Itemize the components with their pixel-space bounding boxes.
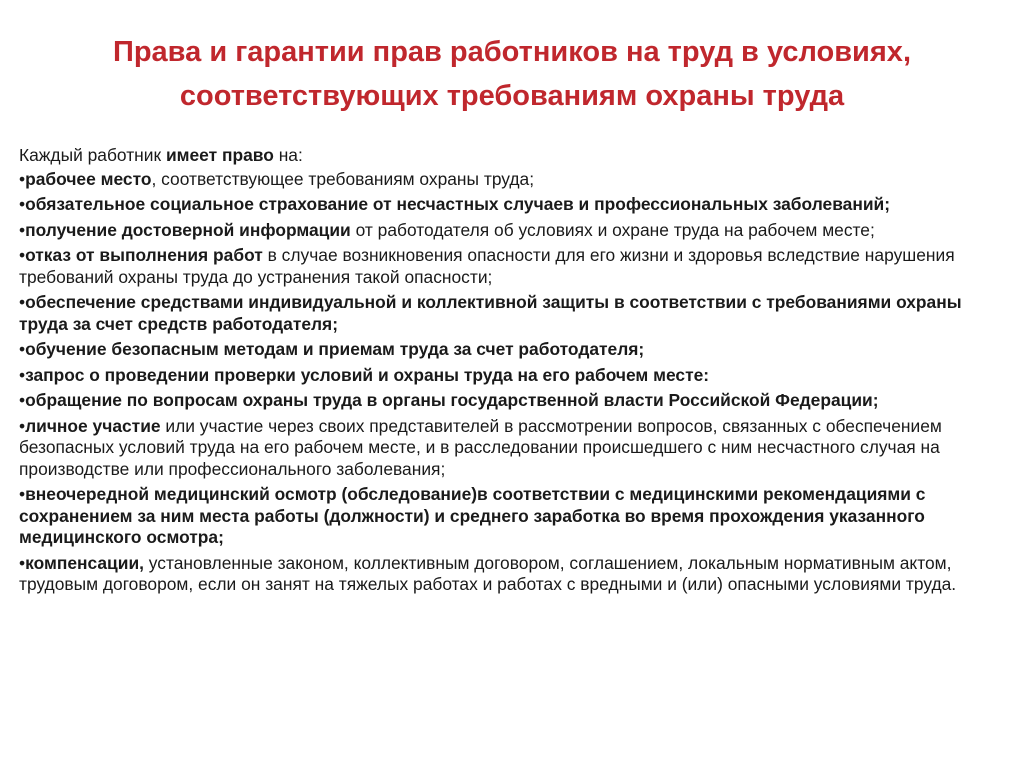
slide-title [40, 30, 984, 118]
bullet-marker: • [19, 339, 26, 359]
item-bold-text: обучение безопасным методам и приемам труда за счет работодателя; [25, 339, 645, 359]
item-text: в случае возникновения опасности для его жизни и здоровья вследствие нарушения требований охраны труда до устранения такой опасности; [19, 245, 955, 287]
item-bold-text: обязательное социальное страхование от несчастных случаев и профессиональных заболеваний; [25, 194, 891, 214]
item-bold-text: отказ от выполнения работ [25, 245, 263, 265]
rights-list [19, 169, 1010, 596]
bullet-marker: • [19, 415, 26, 436]
bullet-marker: • [19, 484, 26, 504]
list-item [19, 292, 1010, 335]
item-text: или участие через своих представителей в рассмотрении вопросов, связанных с обеспечением безопасных условий труда на его рабочем месте, и в расследовании происшедшего с ним несчастного случая на производстве или профессионального заболевания; [19, 415, 942, 479]
intro-prefix: Каждый работник [19, 145, 166, 165]
item-bold-text: получение достоверной информации [25, 219, 351, 240]
item-bold-text: обращение по вопросам охраны труда в органы государственной власти Российской Федерации; [25, 390, 879, 410]
bullet-marker: • [19, 219, 26, 240]
item-bold-text: внеочередной медицинский осмотр (обследование)в соответствии с медицинскими рекомендациями с сохранением за ним места работы (должности) и среднего заработка во время прохождения указанного медицинского осмотра; [19, 484, 926, 547]
list-item [19, 220, 1010, 242]
bullet-marker: • [19, 390, 26, 410]
intro-bold: имеет право [165, 145, 274, 165]
item-bold-text: рабочее место [25, 168, 152, 189]
intro-paragraph [19, 145, 1010, 167]
bullet-marker: • [19, 245, 26, 265]
bullet-marker: • [19, 292, 26, 312]
list-item [19, 169, 1010, 191]
bullet-marker: • [19, 552, 26, 573]
list-item [19, 194, 1010, 216]
bullet-marker: • [19, 194, 26, 214]
list-item [19, 339, 1010, 361]
item-text: , соответствующее требованиям охраны труда; [151, 168, 535, 189]
slide-title-line-2: соответствующих требованиям охраны труда [179, 80, 845, 112]
list-item [19, 390, 1010, 412]
bullet-marker: • [19, 364, 26, 385]
item-text: установленные законом, коллективным договором, соглашением, локальным нормативным актом, трудовым договором, если он занят на тяжелых работах и работах с вредными и (или) опасными условиями труда. [19, 552, 957, 594]
item-bold-text: обеспечение средствами индивидуальной и коллективной защиты в соответствии с требованиями охраны труда за счет средств работодателя; [19, 292, 962, 334]
list-item [19, 365, 1010, 387]
item-bold-text: запрос о проведении проверки условий и охраны труда на его рабочем месте: [25, 364, 710, 385]
list-item [19, 553, 1010, 596]
list-item [19, 245, 1010, 288]
list-item [19, 416, 1010, 481]
slide-title-line-1: Права и гарантии прав работников на труд в условиях, [113, 36, 911, 68]
intro-suffix: на: [273, 145, 303, 165]
bullet-marker: • [19, 168, 26, 189]
slide-body [19, 145, 1010, 600]
item-text: от работодателя об условиях и охране труда на рабочем месте; [350, 219, 875, 240]
item-bold-text: личное участие [25, 415, 161, 436]
list-item [19, 484, 1010, 549]
item-bold-text: компенсации, [25, 552, 144, 573]
